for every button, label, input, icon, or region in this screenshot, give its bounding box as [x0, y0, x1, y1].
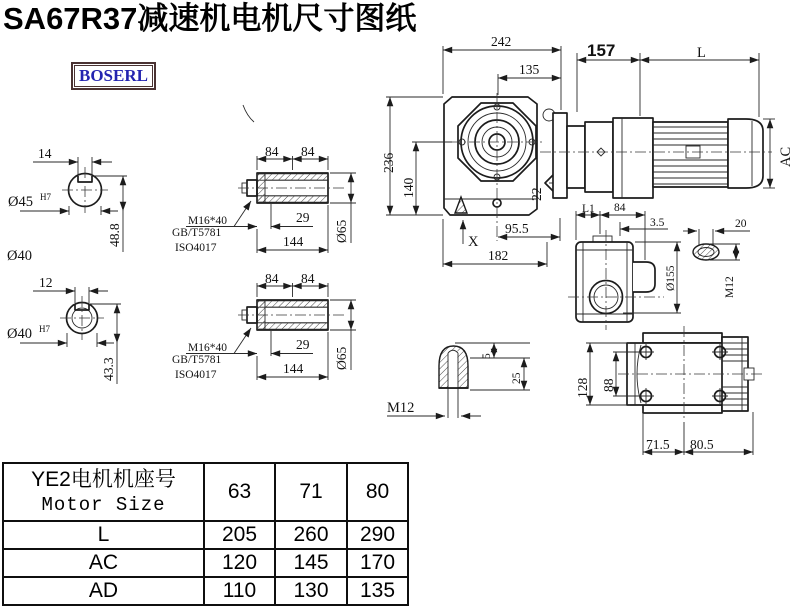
row-label: AC: [3, 549, 204, 577]
screw-label: M16*40: [188, 342, 227, 354]
row-label: L: [3, 521, 204, 549]
cell-value: 110: [204, 577, 275, 605]
shaft-dia-label: Ø40: [7, 248, 32, 264]
dim-label: AC: [778, 146, 794, 167]
dim-label: L1: [582, 203, 595, 215]
dim-key-width: [33, 146, 112, 175]
dim-label: Ø155: [665, 265, 677, 291]
dim-label: 88: [601, 378, 616, 392]
dim-key-width: [33, 275, 108, 303]
screw-label: M16*40: [188, 215, 227, 227]
dim-label: 14: [38, 146, 52, 161]
foot-mark-x: [463, 220, 479, 250]
dim-bore: [8, 192, 118, 215]
side-hub: [633, 262, 655, 292]
dim-label: 128: [575, 377, 590, 398]
fan-cover: [728, 119, 763, 188]
dim-label: Ø45: [8, 194, 33, 210]
dim-label: 48.8: [107, 223, 122, 247]
motor-flange: [613, 118, 653, 198]
brand-logo-text: BOSERL: [74, 65, 153, 87]
side-view: [568, 202, 750, 330]
dim-label: 135: [519, 62, 540, 77]
bushing-view-upper: [172, 144, 356, 254]
dim-label: 182: [488, 248, 509, 263]
dim-3-5: [620, 217, 668, 236]
dim-label: 80.5: [690, 437, 714, 452]
side-body: [576, 242, 633, 322]
adapter-flange: [553, 113, 567, 198]
stud-detail: [683, 218, 750, 298]
dim-25: [470, 358, 530, 390]
dim-label: 242: [491, 34, 512, 49]
dim-label: 71.5: [646, 437, 670, 452]
dim-84-84: [257, 144, 328, 170]
dim-ac: [763, 119, 794, 188]
dim-label: Ø65: [334, 219, 349, 243]
dim-label: 84: [301, 271, 315, 286]
cell-value: 205: [204, 521, 275, 549]
dim-71-5-80-5: [643, 412, 753, 455]
dim-plug: 22: [529, 187, 544, 201]
standard-label: GB/T5781: [172, 227, 222, 239]
table-row-AC: [3, 549, 408, 577]
dim-label: 25: [511, 372, 523, 384]
dim-label: 20: [735, 218, 747, 230]
top-view: [575, 326, 762, 455]
thread-callout: [387, 400, 481, 416]
header-motor-size: [3, 463, 204, 521]
cell-value: 135: [347, 577, 408, 605]
dim-95-5: [498, 218, 560, 241]
dim-label: 95.5: [505, 221, 529, 236]
dim-label: 43.3: [101, 357, 116, 381]
table-row-L: [3, 521, 408, 549]
dim-144: [257, 332, 328, 380]
dim-label: 144: [283, 234, 304, 249]
dim-157-L: [577, 41, 759, 117]
front-view: [381, 34, 794, 267]
cell-value: 145: [275, 549, 347, 577]
dim-label: L: [697, 45, 706, 61]
leader-remnant: [243, 105, 254, 122]
dim-fit: H7: [39, 324, 50, 334]
cell-value: 120: [204, 549, 275, 577]
dim-dia65: [330, 173, 356, 243]
dim-label: 140: [401, 177, 416, 198]
header-motor-size-cn: YE2电机机座号: [31, 468, 176, 491]
dim-135: [498, 62, 561, 95]
dim-label: 29: [296, 337, 310, 352]
dim-144: [257, 205, 328, 253]
standard-label: GB/T5781: [172, 354, 222, 366]
header-size-63: 63: [204, 463, 275, 521]
dim-label: Ø65: [334, 346, 349, 370]
dim-label: 29: [296, 210, 310, 225]
key-detail: [387, 343, 530, 418]
screw-callout: [172, 201, 251, 254]
dim-label: 3.5: [650, 217, 665, 229]
dim-label: 236: [381, 152, 396, 173]
cell-value: 260: [275, 521, 347, 549]
dim-label: X: [468, 234, 479, 250]
row-label: AD: [3, 577, 204, 605]
thread-label: M12: [387, 400, 415, 416]
solid-shaft-section: [7, 146, 127, 264]
dim-label: 157: [587, 41, 616, 60]
dim-label: 84: [265, 271, 279, 286]
dim-label: 144: [283, 361, 304, 376]
page-title: SA67R37减速机电机尺寸图纸: [3, 1, 417, 36]
brand-logo: [71, 62, 156, 90]
screw-callout: [172, 328, 251, 381]
dim-label: 84: [614, 202, 626, 214]
dim-label: 12: [39, 275, 53, 290]
dim-dia65: [330, 300, 356, 370]
header-motor-size-en: Motor Size: [41, 494, 166, 516]
cell-value: 290: [347, 521, 408, 549]
bushing-view-lower: [172, 271, 356, 381]
standard-label: ISO4017: [175, 369, 217, 381]
thread-label: M12: [724, 276, 736, 298]
header-size-80: 80: [347, 463, 408, 521]
dim-label: 84: [265, 144, 279, 159]
dim-label: 84: [301, 144, 315, 159]
dim-fit: H7: [40, 192, 51, 202]
cell-value: 130: [275, 577, 347, 605]
cell-value: 170: [347, 549, 408, 577]
standard-label: ISO4017: [175, 242, 217, 254]
table-header-row: [3, 463, 408, 521]
hollow-shaft-section: [7, 275, 121, 384]
dim-84-84: [257, 271, 328, 297]
dim-label: Ø40: [7, 326, 32, 342]
header-size-71: 71: [275, 463, 347, 521]
dim-label: 5: [481, 353, 493, 359]
motor-size-table: [2, 462, 409, 606]
dim-bore: [7, 324, 114, 347]
dim-182: [443, 219, 547, 267]
table-row-AD: [3, 577, 408, 605]
